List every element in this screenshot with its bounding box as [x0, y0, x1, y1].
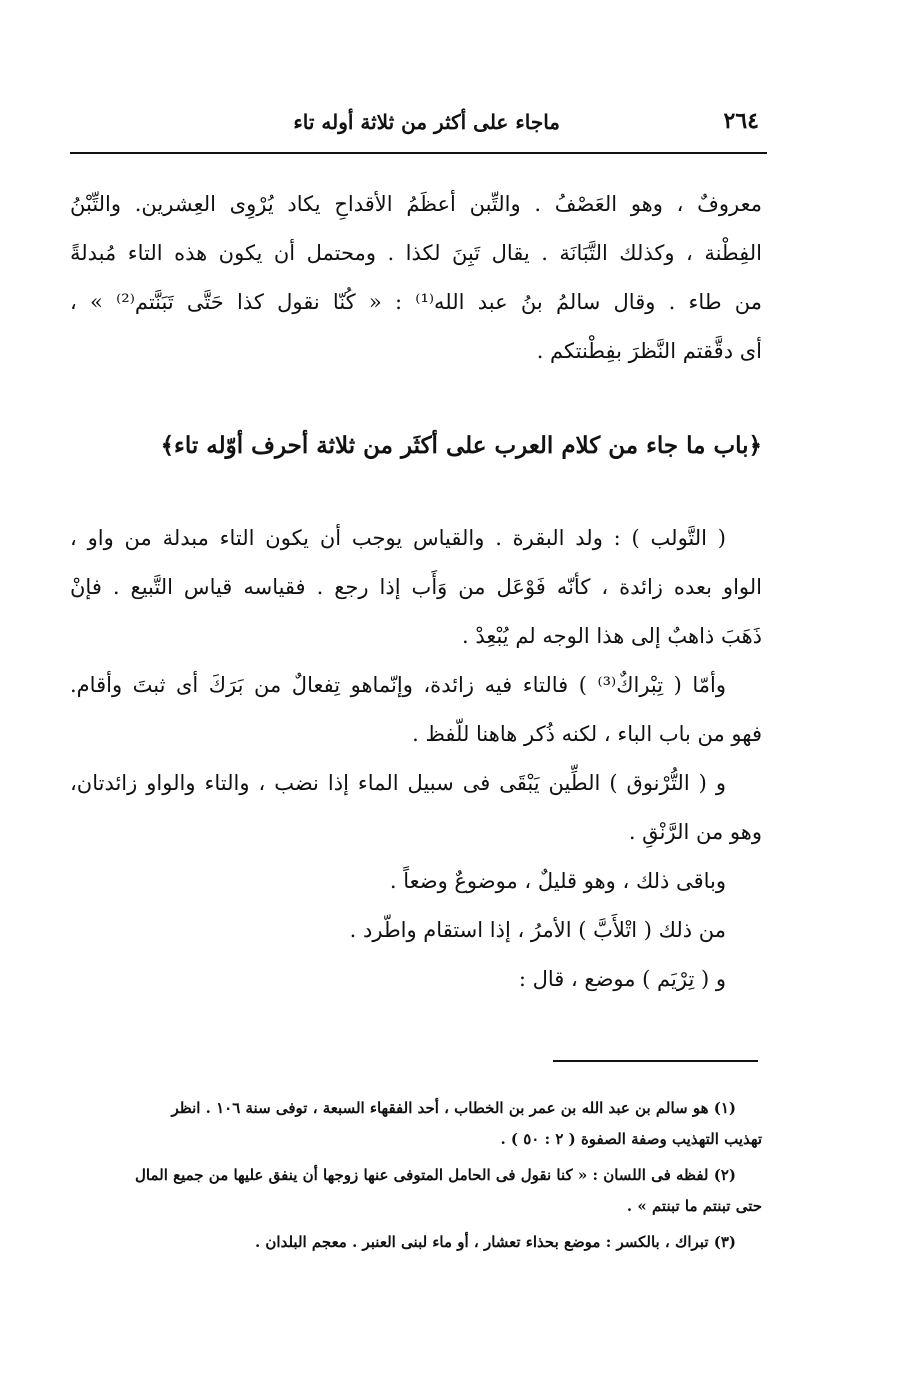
- text-line: أى دقَّقتم النَّظرَ بفِطْنتكم .: [536, 339, 762, 363]
- running-title: ماجاء على أكثر من ثلاثة أوله تاء: [293, 110, 560, 134]
- footnote-line: حتى تبنتم ما تبنتم » .: [626, 1197, 762, 1215]
- text-line: ذَهَبَ ذاهبٌ إلى هذا الوجه لم يُبْعِدْ .: [461, 624, 762, 648]
- paragraph-itla-abba: [70, 906, 762, 955]
- footnote-line: تهذيب التهذيب وصفة الصفوة ( ٢ : ٥٠ ) .: [500, 1130, 762, 1148]
- text-line: ( التَّولب ) : ولد البقرة . والقياس يوجب أن يكون التاء مبدلة من واو ،: [70, 526, 726, 550]
- paragraph-tibrak: [70, 661, 762, 759]
- text-line: فهو من باب الباء ، لكنه ذُكر هاهنا للّفظ .: [412, 722, 762, 746]
- body-section: [70, 514, 762, 1004]
- text-line: من ذلك ( اتْلأَبَّ ) الأمرُ ، إذا استقام واطّرد .: [349, 918, 726, 942]
- footnote-rule: [553, 1060, 758, 1062]
- text-line: الواو بعده زائدة ، كأنّه فَوْعَل من وَأَب إذا رجع . فقياسه قياس التَّبيع . فإنْ: [70, 575, 762, 599]
- footnote-line: (٢) لفظه فى اللسان : « كنا نقول فى الحامل المتوفى عنها زوجها أن ينفق عليها من جميع المال: [135, 1166, 736, 1184]
- page-number: ٢٦٤: [723, 108, 759, 134]
- paragraph-turnuq: [70, 759, 762, 857]
- footnote-1: [70, 1093, 762, 1155]
- text-line: وباقى ذلك ، وهو قليلٌ ، موضوعٌ وضعاً .: [389, 869, 726, 893]
- text-line: وأمّا ( تِبْراكٌ⁽³⁾ ) فالتاء فيه زائدة، وإنّماهو تِفعالٌ من بَرَكَ أى ثبتَ وأقام.: [70, 673, 726, 697]
- footnote-line: (٣) تبراك ، بالكسر : موضع بحذاء تعشار ، أو ماء لبنى العنبر . معجم البلدان .: [254, 1233, 736, 1251]
- footnote-line: (١) هو سالم بن عبد الله بن عمر بن الخطاب ، أحد الفقهاء السبعة ، توفى سنة ١٠٦ . انظر: [171, 1099, 736, 1117]
- paragraph-tiryam: [70, 955, 762, 1004]
- header-rule: [70, 152, 767, 154]
- footnote-2: [70, 1160, 762, 1222]
- text-line: الفِطْنة ، وكذلك التَّبَانَة . يقال تَبِنَ لكذا . ومحتمل أن يكون هذه التاء مُبدلةً: [70, 241, 762, 265]
- text-line: من طاء . وقال سالمُ بنُ عبد الله⁽¹⁾ : « كُنّا نقول كذا حَتَّى تَبَنَّتم⁽²⁾ » ،: [70, 290, 762, 314]
- footnotes: [70, 1093, 762, 1258]
- text-line: وهو من الرَّنْقِ .: [628, 820, 762, 844]
- paragraph-remaining: [70, 857, 762, 906]
- footnote-3: [70, 1227, 762, 1258]
- text-line: و ( تِرْيَم ) موضع ، قال :: [518, 967, 726, 991]
- paragraph-1: [70, 180, 762, 376]
- text-line: و ( التُّرْنوق ) الطِّين يَبْقَى فى سبيل الماء إذا نضب ، والتاء والواو زائدتان،: [70, 771, 726, 795]
- chapter-heading: ﴿باب ما جاء من كلام العرب على أكثَر من ثلاثة أحرف أوّله تاء﴾: [160, 432, 762, 459]
- page-header: [70, 108, 765, 144]
- paragraph-tawlab: [70, 514, 762, 661]
- text-line: معروفٌ ، وهو العَصْفُ . والتِّبن أعظَمُ الأقداحِ يكاد يُرْوِى العِشرين. والتِّبْنُ: [70, 192, 762, 216]
